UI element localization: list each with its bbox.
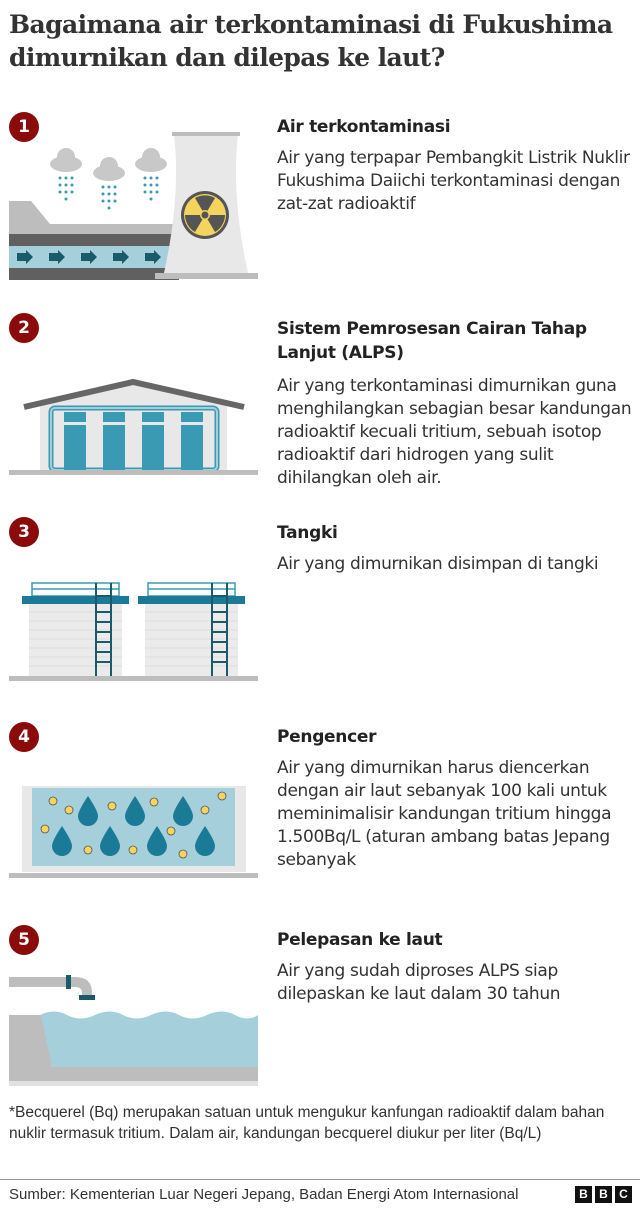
step-heading: Sistem Pemrosesan Cairan Tahap Lanjut (ALPS) [277, 319, 587, 363]
step-heading: Pengencer [277, 727, 377, 747]
nuclear-plant-rain-icon [0, 126, 270, 291]
step-heading: Pelepasan ke laut [277, 930, 443, 950]
step-description: Air yang terpapar Pembangkit Listrik Nuklir Fukushima Daiichi terkontaminasi dengan zat-zat radioaktif [277, 148, 630, 214]
storage-tanks-icon [0, 577, 270, 687]
step-description: Air yang terkontaminasi dimurnikan guna menghilangkan sebagian besar kandungan radioaktif kecuali tritium, sebuah isotop radioaktif dari hidrogen yang sulit dihilangkan oleh air. [277, 376, 632, 488]
bbc-logo-letter: B [595, 1186, 612, 1203]
footnote: *Becquerel (Bq) merupakan satuan untuk mengukur kanfungan radioaktif dalam bahan nuklir termasuk tritium. Dalam air, kandungan becquerel diukur per liter (Bq/L) [9, 1104, 605, 1142]
step-number-badge: 4 [9, 722, 39, 752]
bbc-logo-letter: B [575, 1186, 592, 1203]
step-heading: Tangki [277, 523, 338, 543]
bbc-logo [575, 1186, 632, 1203]
alps-facility-icon [0, 363, 270, 483]
step-number-badge: 5 [9, 925, 39, 955]
step-number-badge: 3 [9, 517, 39, 547]
step-description: Air yang dimurnikan harus diencerkan dengan air laut sebanyak 100 kali untuk meminimalisir kandungan tritium hingga 1.500Bq/L (aturan ambang batas Jepang sebanyak [277, 758, 612, 870]
bbc-logo-letter: C [615, 1186, 632, 1203]
step-description: Air yang dimurnikan disimpan di tangki [277, 554, 599, 574]
step-heading: Air terkontaminasi [277, 117, 451, 137]
page-title: Bagaimana air terkontaminasi di Fukushima dimurnikan dan dilepas ke laut? [9, 10, 613, 72]
step-number-badge: 2 [9, 313, 39, 343]
dilution-pool-icon [0, 784, 270, 894]
divider [0, 1179, 640, 1180]
sea-release-pipe-icon [0, 975, 270, 1095]
step-number-badge: 1 [9, 112, 39, 142]
source-credit: Sumber: Kementerian Luar Negeri Jepang, Badan Energi Atom Internasional [9, 1186, 519, 1203]
step-description: Air yang sudah diproses ALPS siap dilepaskan ke laut dalam 30 tahun [277, 961, 561, 1004]
